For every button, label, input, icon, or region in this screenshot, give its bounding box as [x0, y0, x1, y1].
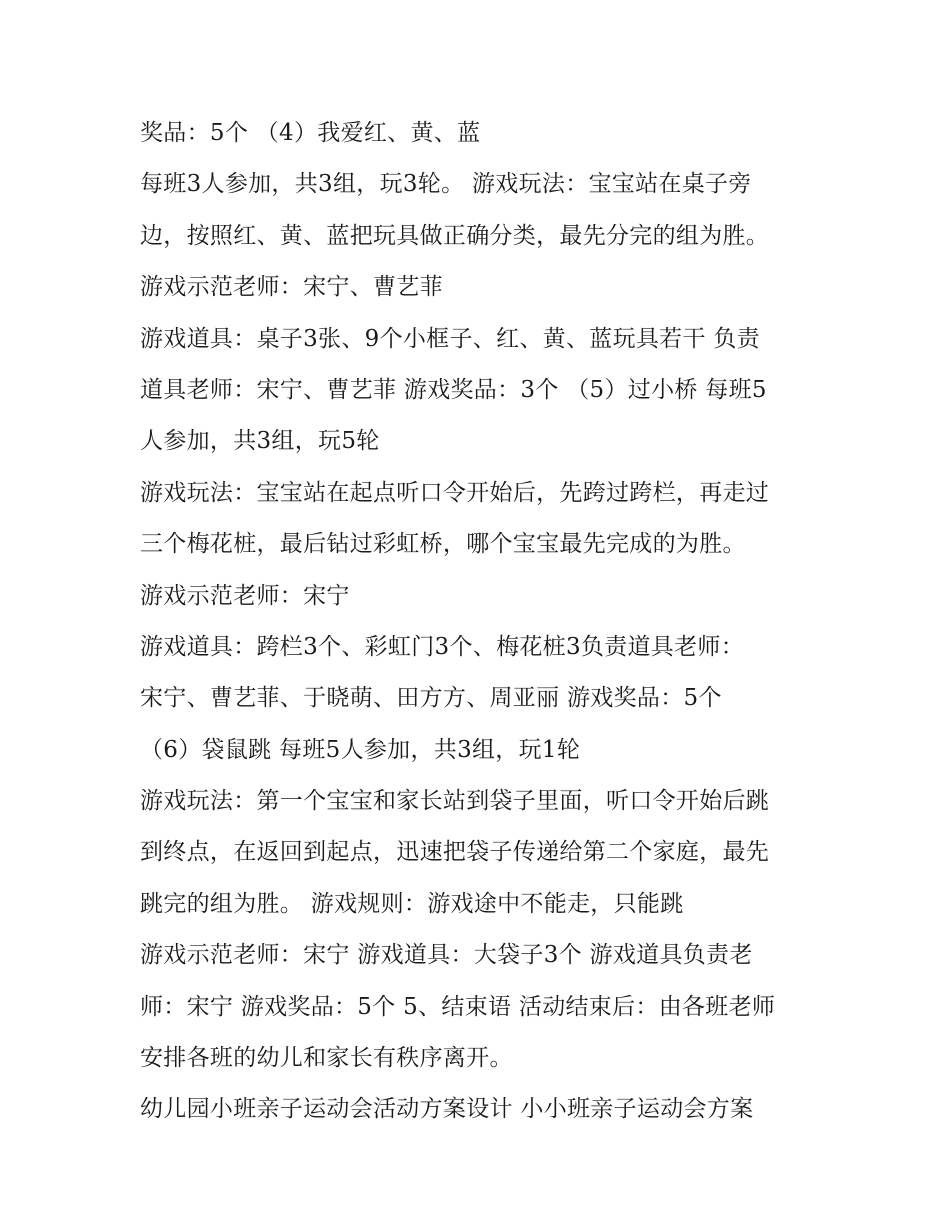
text-line: 宋宁、曹艺菲、于晓萌、田方方、周亚丽 游戏奖品：5个: [140, 685, 722, 712]
text-line: 游戏示范老师：宋宁 游戏道具：大袋子3个 游戏道具负责老: [140, 942, 753, 969]
text-line: 奖品：5个 （4）我爱红、黄、蓝: [140, 120, 481, 146]
text-line: 安排各班的幼儿和家长有秩序离开。: [140, 1045, 513, 1072]
text-line: 边，按照红、黄、蓝把玩具做正确分类，最先分完的组为胜。: [140, 222, 770, 249]
text-line: 游戏示范老师：宋宁: [140, 582, 350, 609]
text-line: 游戏玩法：第一个宝宝和家长站到袋子里面，听口令开始后跳: [140, 788, 770, 815]
text-line: 跳完的组为胜。 游戏规则：游戏途中不能走，只能跳: [140, 890, 684, 917]
text-line: 三个梅花桩，最后钻过彩虹桥，哪个宝宝最先完成的为胜。: [140, 531, 746, 558]
text-line: 游戏道具：跨栏3个、彩虹门3个、梅花桩3负责道具老师：: [140, 633, 744, 660]
text-line: 人参加，共3组，玩5轮: [140, 428, 380, 455]
text-line: 每班3人参加，共3组，玩3轮。 游戏玩法：宝宝站在桌子旁: [140, 171, 752, 198]
text-line: 幼儿园小班亲子运动会活动方案设计 小小班亲子运动会方案: [140, 1096, 754, 1123]
text-line: 到终点，在返回到起点，迅速把袋子传递给第二个家庭，最先: [140, 839, 770, 866]
text-line: 游戏玩法：宝宝站在起点听口令开始后，先跨过跨栏，再走过: [140, 479, 770, 506]
text-line: 游戏道具：桌子3张、9个小框子、红、黄、蓝玩具若干 负责: [140, 325, 760, 352]
text-line: 道具老师：宋宁、曹艺菲 游戏奖品：3个 （5）过小桥 每班5: [140, 376, 767, 403]
text-line: 师：宋宁 游戏奖品：5个 5、结束语 活动结束后：由各班老师: [140, 993, 776, 1020]
text-line: 游戏示范老师：宋宁、曹艺菲: [140, 274, 443, 301]
document-body: [140, 108, 830, 1136]
text-line: （6）袋鼠跳 每班5人参加，共3组，玩1轮: [140, 736, 581, 763]
